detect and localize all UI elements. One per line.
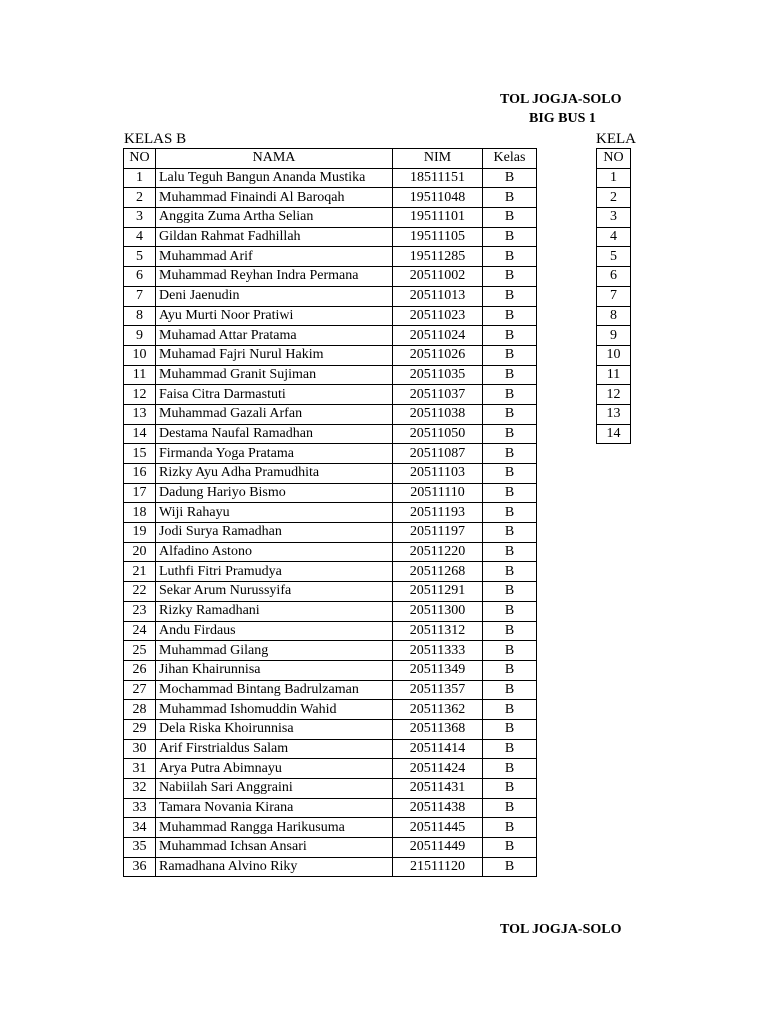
cell-nim: 19511285 [393,247,483,267]
cell-no: 34 [124,818,156,838]
cell-no: 32 [124,779,156,799]
cell-kelas: B [483,444,537,464]
cell-nim: 20511431 [393,779,483,799]
table-row [124,404,537,424]
cell-kelas: B [483,601,537,621]
table-row [124,759,537,779]
cell-no: 16 [124,464,156,484]
cell-no: 7 [597,286,631,306]
cell-kelas: B [483,267,537,287]
cell-kelas: B [483,208,537,228]
table-row [124,641,537,661]
cell-nim: 20511103 [393,464,483,484]
cell-nim: 19511105 [393,227,483,247]
cell-kelas: B [483,798,537,818]
cell-no: 5 [124,247,156,267]
table-row [124,739,537,759]
cell-nim: 20511424 [393,759,483,779]
cell-kelas: B [483,385,537,405]
cell-kelas: B [483,621,537,641]
cell-kelas: B [483,857,537,877]
cell-nama: Rizky Ramadhani [156,601,393,621]
cell-nama: Anggita Zuma Artha Selian [156,208,393,228]
table-row [597,306,631,326]
cell-nim: 20511414 [393,739,483,759]
cell-no: 19 [124,523,156,543]
cell-no: 14 [597,424,631,444]
table-row [124,286,537,306]
cell-kelas: B [483,719,537,739]
cell-nama: Arya Putra Abimnayu [156,759,393,779]
table-row [124,168,537,188]
bottom-title: TOL JOGJA-SOLO [500,922,622,937]
cell-no: 11 [597,365,631,385]
table-row [124,680,537,700]
table-row [597,247,631,267]
cell-nama: Muhammad Granit Sujiman [156,365,393,385]
cell-nim: 21511120 [393,857,483,877]
table-row [124,227,537,247]
cell-nama: Muhammad Gilang [156,641,393,661]
table-row [124,208,537,228]
cell-nama: Andu Firdaus [156,621,393,641]
cell-kelas: B [483,227,537,247]
cell-nama: Lalu Teguh Bangun Ananda Mustika [156,168,393,188]
table-row [124,326,537,346]
cell-no: 6 [124,267,156,287]
cell-kelas: B [483,582,537,602]
cell-no: 3 [124,208,156,228]
cell-kelas: B [483,404,537,424]
student-table [123,148,537,877]
cell-nama: Alfadino Astono [156,542,393,562]
cell-nama: Muhammad Arif [156,247,393,267]
cell-nama: Muhamad Attar Pratama [156,326,393,346]
cell-no: 12 [124,385,156,405]
cell-nim: 19511048 [393,188,483,208]
cell-no: 17 [124,483,156,503]
cell-nama: Muhammad Ichsan Ansari [156,838,393,858]
cell-nama: Muhammad Finaindi Al Baroqah [156,188,393,208]
table-row [597,208,631,228]
cell-no: 18 [124,503,156,523]
cell-no: 12 [597,385,631,405]
table-row [124,601,537,621]
cell-nama: Tamara Novania Kirana [156,798,393,818]
cell-nim: 20511050 [393,424,483,444]
table-row [124,818,537,838]
table-row [597,365,631,385]
cell-no: 1 [124,168,156,188]
cell-kelas: B [483,779,537,799]
header-nim: NIM [393,149,483,169]
header-no: NO [124,149,156,169]
table-row [597,345,631,365]
cell-no: 29 [124,719,156,739]
cell-nama: Muhammad Gazali Arfan [156,404,393,424]
table-row [124,523,537,543]
cell-no: 13 [597,404,631,424]
cell-nim: 20511368 [393,719,483,739]
cell-kelas: B [483,660,537,680]
cell-nama: Rizky Ayu Adha Pramudhita [156,464,393,484]
table-row [124,188,537,208]
cell-kelas: B [483,168,537,188]
cell-no: 10 [597,345,631,365]
table-row [597,424,631,444]
cell-kelas: B [483,306,537,326]
table-row [124,267,537,287]
cell-kelas: B [483,818,537,838]
cell-kelas: B [483,286,537,306]
cell-kelas: B [483,365,537,385]
cell-no: 6 [597,267,631,287]
cell-nama: Jihan Khairunnisa [156,660,393,680]
cell-no: 8 [124,306,156,326]
cell-nim: 20511193 [393,503,483,523]
cell-no: 33 [124,798,156,818]
cell-nim: 20511445 [393,818,483,838]
table-row [124,306,537,326]
cell-nama: Deni Jaenudin [156,286,393,306]
table-row [124,562,537,582]
second-table [596,148,631,444]
cell-no: 21 [124,562,156,582]
cell-nim: 20511024 [393,326,483,346]
table-row [124,464,537,484]
cell-nim: 20511026 [393,345,483,365]
table-row [124,444,537,464]
cell-no: 10 [124,345,156,365]
cell-nim: 20511438 [393,798,483,818]
table-row [124,483,537,503]
header-no: NO [597,149,631,169]
cell-nim: 20511002 [393,267,483,287]
cell-no: 4 [124,227,156,247]
table-row [597,188,631,208]
cell-nama: Destama Naufal Ramadhan [156,424,393,444]
cell-no: 28 [124,700,156,720]
bus-label: BIG BUS 1 [529,111,596,126]
table-row [597,326,631,346]
cell-nama: Arif Firstrialdus Salam [156,739,393,759]
cell-nim: 20511312 [393,621,483,641]
cell-no: 2 [597,188,631,208]
cell-nama: Ayu Murti Noor Pratiwi [156,306,393,326]
cell-nama: Muhamad Fajri Nurul Hakim [156,345,393,365]
cell-nim: 18511151 [393,168,483,188]
cell-nama: Muhammad Rangga Harikusuma [156,818,393,838]
cell-no: 7 [124,286,156,306]
cell-no: 22 [124,582,156,602]
table-row [597,404,631,424]
cell-no: 20 [124,542,156,562]
table-row [124,779,537,799]
cell-no: 27 [124,680,156,700]
cell-nim: 20511268 [393,562,483,582]
table-header-row [124,149,537,169]
cell-nim: 20511300 [393,601,483,621]
cell-no: 14 [124,424,156,444]
cell-no: 24 [124,621,156,641]
cell-nim: 20511013 [393,286,483,306]
cell-nama: Firmanda Yoga Pratama [156,444,393,464]
cell-nama: Dela Riska Khoirunnisa [156,719,393,739]
cell-nim: 20511291 [393,582,483,602]
cell-nama: Gildan Rahmat Fadhillah [156,227,393,247]
cell-nim: 20511035 [393,365,483,385]
table-row [124,719,537,739]
kelas-label-right: KELA [596,131,636,147]
cell-kelas: B [483,759,537,779]
cell-no: 5 [597,247,631,267]
cell-kelas: B [483,739,537,759]
table-row [597,267,631,287]
cell-nim: 20511087 [393,444,483,464]
cell-nim: 20511333 [393,641,483,661]
cell-no: 30 [124,739,156,759]
cell-kelas: B [483,326,537,346]
cell-kelas: B [483,641,537,661]
cell-nama: Muhammad Ishomuddin Wahid [156,700,393,720]
cell-kelas: B [483,523,537,543]
cell-no: 9 [597,326,631,346]
header-nama: NAMA [156,149,393,169]
cell-nim: 20511449 [393,838,483,858]
cell-no: 31 [124,759,156,779]
cell-nim: 20511362 [393,700,483,720]
table-row [124,582,537,602]
cell-no: 35 [124,838,156,858]
table-row [124,660,537,680]
cell-nim: 20511110 [393,483,483,503]
cell-nama: Jodi Surya Ramadhan [156,523,393,543]
cell-nim: 20511357 [393,680,483,700]
table-header-row [597,149,631,169]
table-row [597,385,631,405]
cell-kelas: B [483,464,537,484]
cell-kelas: B [483,562,537,582]
cell-no: 13 [124,404,156,424]
cell-nama: Sekar Arum Nurussyifa [156,582,393,602]
cell-nim: 20511037 [393,385,483,405]
table-row [597,227,631,247]
cell-no: 3 [597,208,631,228]
table-row [124,365,537,385]
table-row [124,798,537,818]
table-row [124,857,537,877]
cell-nama: Muhammad Reyhan Indra Permana [156,267,393,287]
cell-nama: Mochammad Bintang Badrulzaman [156,680,393,700]
cell-kelas: B [483,247,537,267]
table-row [124,838,537,858]
table-row [124,247,537,267]
cell-nim: 20511349 [393,660,483,680]
cell-no: 8 [597,306,631,326]
cell-no: 2 [124,188,156,208]
cell-nama: Faisa Citra Darmastuti [156,385,393,405]
cell-nim: 20511220 [393,542,483,562]
cell-nim: 19511101 [393,208,483,228]
header-kelas: Kelas [483,149,537,169]
cell-kelas: B [483,838,537,858]
cell-nim: 20511038 [393,404,483,424]
cell-no: 1 [597,168,631,188]
table-row [124,542,537,562]
cell-no: 4 [597,227,631,247]
cell-kelas: B [483,424,537,444]
table-row [124,345,537,365]
cell-kelas: B [483,542,537,562]
cell-kelas: B [483,188,537,208]
cell-kelas: B [483,345,537,365]
table-row [124,385,537,405]
cell-no: 23 [124,601,156,621]
cell-nama: Nabiilah Sari Anggraini [156,779,393,799]
cell-no: 25 [124,641,156,661]
table-row [597,168,631,188]
cell-nim: 20511023 [393,306,483,326]
table-row [124,700,537,720]
table-row [124,621,537,641]
cell-no: 9 [124,326,156,346]
table-row [124,424,537,444]
cell-no: 15 [124,444,156,464]
kelas-label-left: KELAS B [124,131,187,147]
cell-nama: Wiji Rahayu [156,503,393,523]
table-row [124,503,537,523]
cell-kelas: B [483,700,537,720]
table-row [597,286,631,306]
cell-kelas: B [483,680,537,700]
cell-no: 26 [124,660,156,680]
cell-no: 36 [124,857,156,877]
cell-nama: Dadung Hariyo Bismo [156,483,393,503]
cell-kelas: B [483,483,537,503]
page-title: TOL JOGJA-SOLO [500,92,622,107]
cell-kelas: B [483,503,537,523]
cell-nama: Luthfi Fitri Pramudya [156,562,393,582]
cell-no: 11 [124,365,156,385]
cell-nim: 20511197 [393,523,483,543]
cell-nama: Ramadhana Alvino Riky [156,857,393,877]
